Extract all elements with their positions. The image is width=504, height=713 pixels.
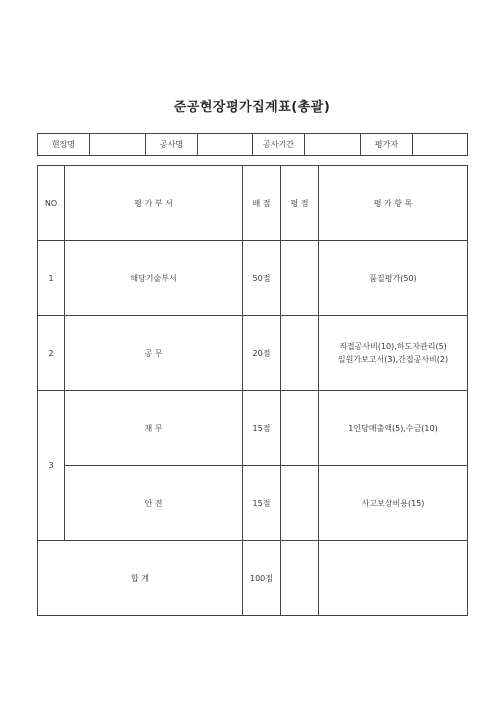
header-no: NO <box>38 166 65 241</box>
row-rating[interactable] <box>281 241 319 316</box>
row-score: 50점 <box>243 241 281 316</box>
total-row <box>38 541 468 616</box>
header-score: 배 점 <box>243 166 281 241</box>
site-name-label: 현장명 <box>38 134 90 156</box>
table-row <box>38 241 468 316</box>
total-label: 합 계 <box>38 541 243 616</box>
row-rating[interactable] <box>281 466 319 541</box>
header-department: 평 가 부 서 <box>65 166 243 241</box>
row-rating[interactable] <box>281 391 319 466</box>
project-period-value[interactable] <box>305 134 361 156</box>
row-score: 20점 <box>243 316 281 391</box>
row-items <box>319 316 468 391</box>
row-items: 품질평가(50) <box>319 241 468 316</box>
total-score: 100점 <box>243 541 281 616</box>
total-rating[interactable] <box>281 541 319 616</box>
project-name-label: 공사명 <box>146 134 198 156</box>
row-department: 해당기술부서 <box>65 241 243 316</box>
row-no: 1 <box>38 241 65 316</box>
evaluator-label: 평가자 <box>361 134 413 156</box>
info-table <box>37 133 468 156</box>
evaluator-value[interactable] <box>413 134 468 156</box>
row-department: 안 전 <box>65 466 243 541</box>
evaluation-table <box>37 165 468 616</box>
header-items: 평 가 항 목 <box>319 166 468 241</box>
row-rating[interactable] <box>281 316 319 391</box>
header-row <box>38 166 468 241</box>
row-department: 재 무 <box>65 391 243 466</box>
document-title: 준공현장평가집계표(총괄) <box>173 100 331 115</box>
project-period-label: 공사기간 <box>253 134 305 156</box>
row-department: 공 무 <box>65 316 243 391</box>
site-name-value[interactable] <box>90 134 146 156</box>
row-items: 1인당매출액(5),수금(10) <box>319 391 468 466</box>
table-row <box>38 391 468 466</box>
row-no: 2 <box>38 316 65 391</box>
row-score: 15점 <box>243 391 281 466</box>
row-items: 사고보상비용(15) <box>319 466 468 541</box>
row-no: 3 <box>38 391 65 541</box>
table-row <box>38 466 468 541</box>
row-item-line: 일원가보고서(3),간접공사비(2) <box>337 355 449 364</box>
header-rating: 평 점 <box>281 166 319 241</box>
row-score: 15점 <box>243 466 281 541</box>
table-row <box>38 316 468 391</box>
row-item-line: 직접공사비(10),하도자관리(5) <box>339 342 447 351</box>
project-name-value[interactable] <box>198 134 253 156</box>
total-items[interactable] <box>319 541 468 616</box>
